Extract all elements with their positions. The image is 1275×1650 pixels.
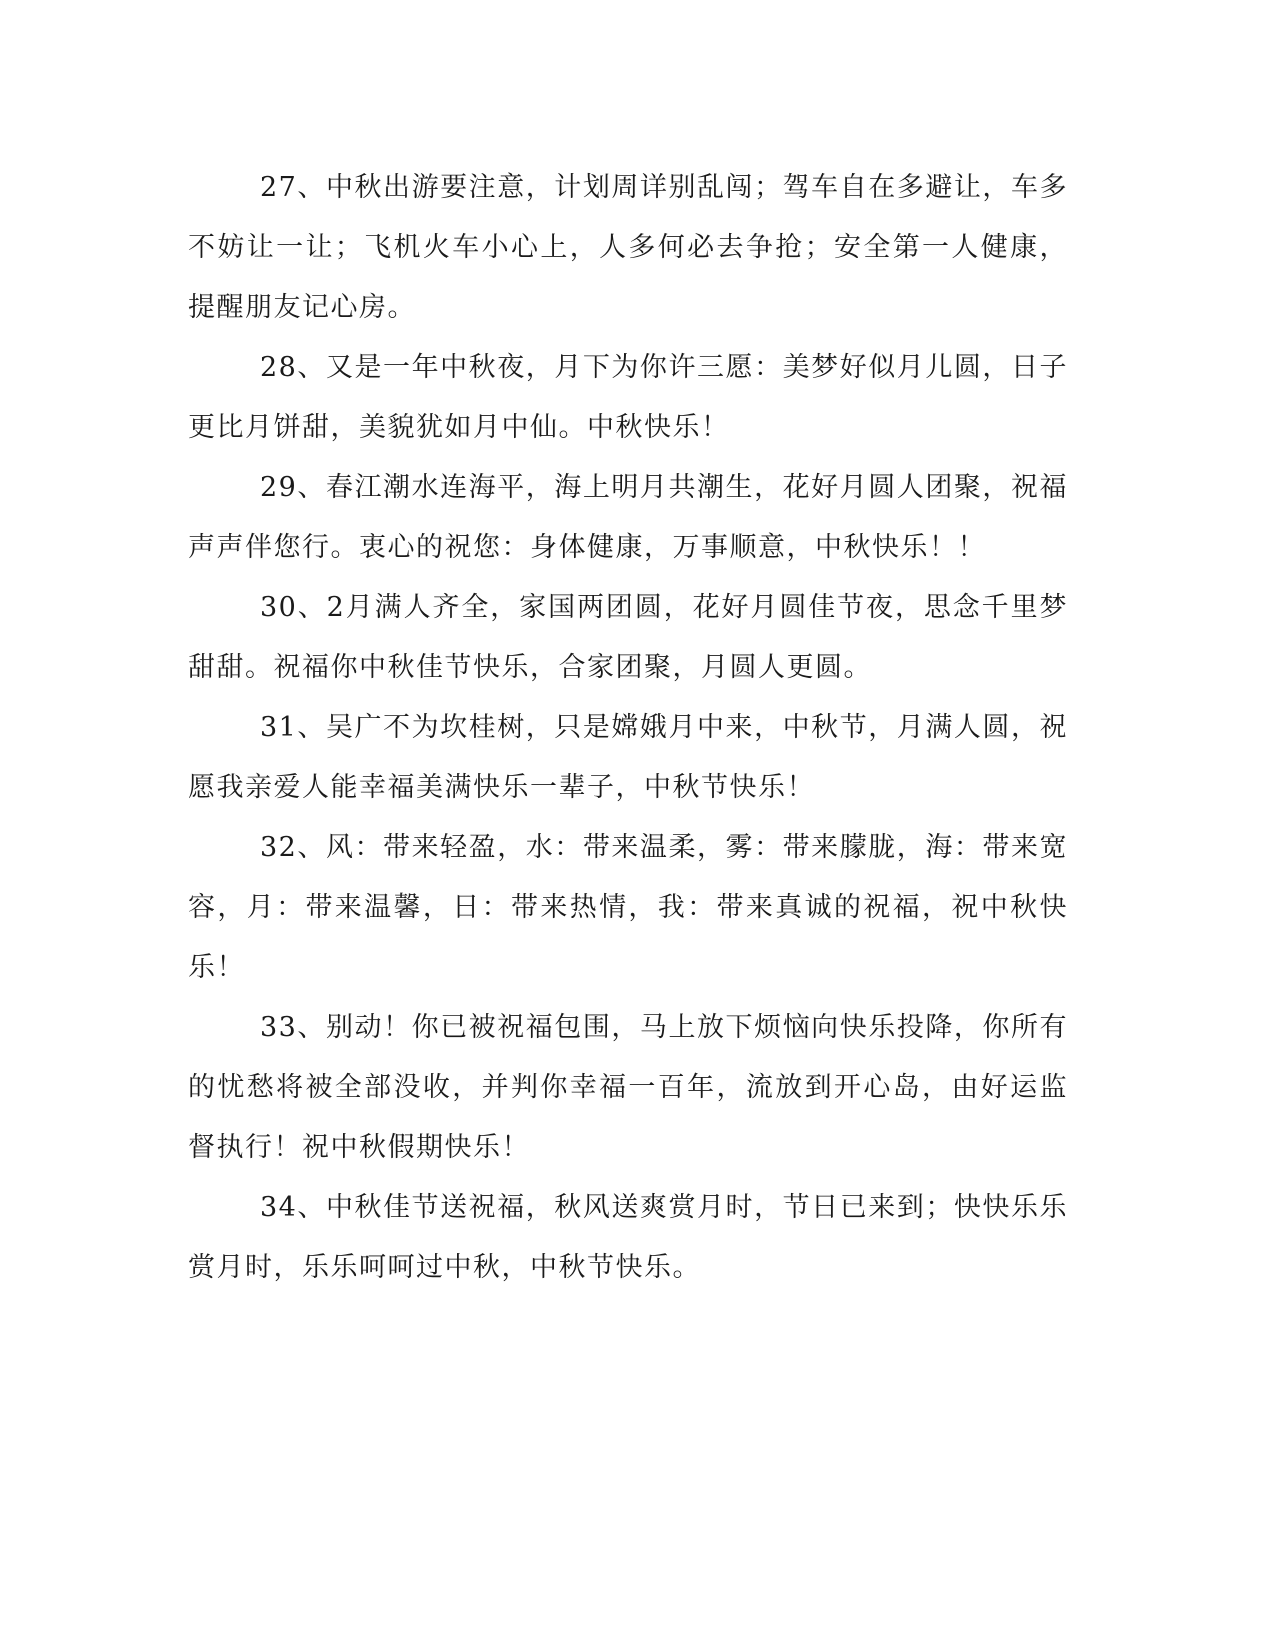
paragraph-32: 32、风：带来轻盈，水：带来温柔，雾：带来朦胧，海：带来宽容，月：带来温馨，日：带来热情，我：带来真诚的祝福，祝中秋快乐！	[188, 832, 1068, 983]
paragraph-31: 31、吴广不为坎桂树，只是嫦娥月中来，中秋节，月满人圆，祝愿我亲爱人能幸福美满快乐一辈子，中秋节快乐！	[188, 712, 1068, 803]
paragraph-33: 33、别动！你已被祝福包围，马上放下烦恼向快乐投降，你所有的忧愁将被全部没收，并判你幸福一百年，流放到开心岛，由好运监督执行！祝中秋假期快乐！	[188, 1012, 1068, 1163]
document-body	[188, 158, 1068, 1298]
paragraph-30: 30、2月满人齐全，家国两团圆，花好月圆佳节夜，思念千里梦甜甜。祝福你中秋佳节快乐，合家团聚，月圆人更圆。	[188, 592, 1068, 683]
paragraph-27: 27、中秋出游要注意，计划周详别乱闯；驾车自在多避让，车多不妨让一让；飞机火车小心上，人多何必去争抢；安全第一人健康，提醒朋友记心房。	[188, 172, 1068, 323]
paragraph-34: 34、中秋佳节送祝福，秋风送爽赏月时，节日已来到；快快乐乐赏月时，乐乐呵呵过中秋，中秋节快乐。	[188, 1192, 1068, 1283]
paragraph-28: 28、又是一年中秋夜，月下为你许三愿：美梦好似月儿圆，日子更比月饼甜，美貌犹如月中仙。中秋快乐！	[188, 352, 1068, 443]
paragraph-29: 29、春江潮水连海平，海上明月共潮生，花好月圆人团聚，祝福声声伴您行。衷心的祝您：身体健康，万事顺意，中秋快乐！！	[188, 472, 1068, 563]
